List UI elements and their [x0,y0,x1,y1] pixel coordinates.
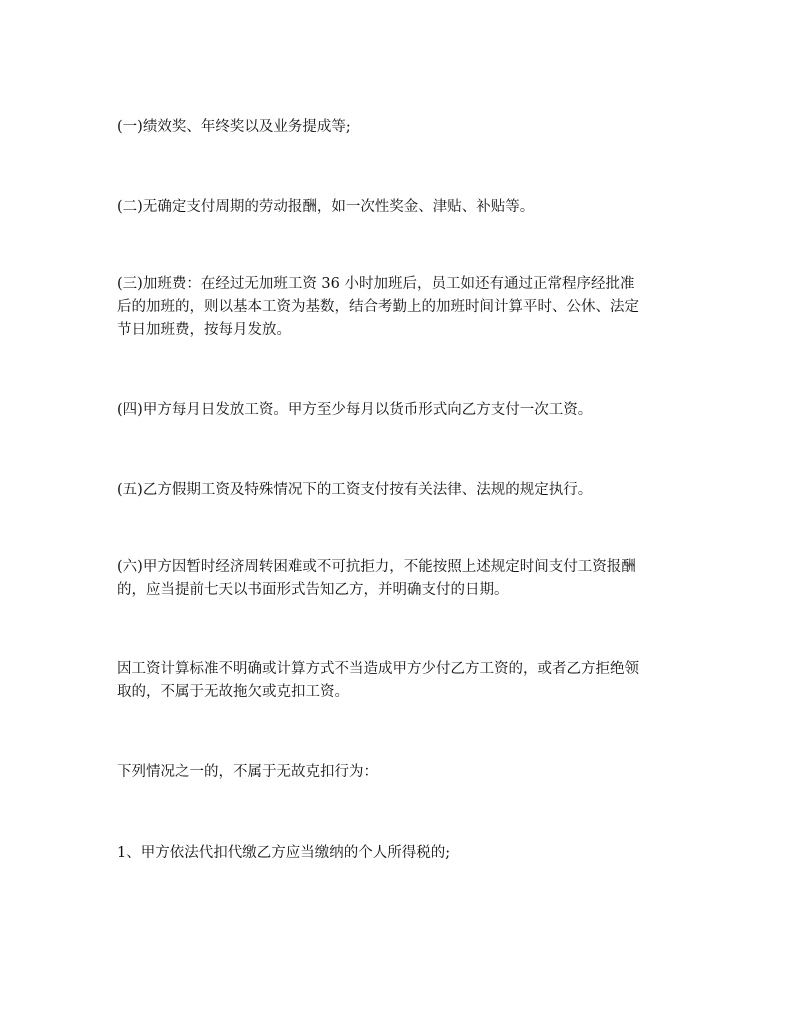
text-line: 下列情况之一的，不属于无故克扣行为： [117,764,378,780]
paragraph-performance-bonus [117,116,682,139]
text-line: (五)乙方假期工资及特殊情况下的工资支付按有关法律、法规的规定执行。 [117,482,593,498]
text-line: (二)无确定支付周期的劳动报酬，如一次性奖金、津贴、补贴等。 [117,199,535,215]
text-line: 因工资计算标准不明确或计算方式不当造成甲方少付乙方工资的，或者乙方拒绝领 [117,661,639,677]
text-line: 1、甲方依法代扣代缴乙方应当缴纳的个人所得税的; [117,845,451,861]
paragraph-exceptions-intro [117,761,682,784]
text-line: 取的，不属于无故拖欠或克扣工资。 [117,684,349,700]
paragraph-calculation-standard [117,658,682,704]
text-line: (三)加班费：在经过无加班工资 36 小时加班后，员工如还有通过正常程序经批准 [117,276,635,292]
paragraph-overtime-pay [117,273,682,342]
paragraph-monthly-payment [117,399,682,422]
text-line: (六)甲方因暂时经济周转困难或不可抗拒力，不能按照上述规定时间支付工资报酬 [117,559,636,575]
text-line: 后的加班的，则以基本工资为基数，结合考勤上的加班时间计算平时、公休、法定 [117,299,639,315]
paragraph-exception-item-1 [117,842,682,865]
paragraph-holiday-pay [117,479,682,502]
text-line: (四)甲方每月日发放工资。甲方至少每月以货币形式向乙方支付一次工资。 [117,402,593,418]
paragraph-irregular-pay [117,196,682,219]
text-line: 节日加班费，按每月发放。 [117,322,291,338]
paragraph-payment-delay [117,556,682,602]
text-line: 的，应当提前七天以书面形式告知乙方，并明确支付的日期。 [117,582,509,598]
text-line: (一)绩效奖、年终奖以及业务提成等; [117,119,351,135]
